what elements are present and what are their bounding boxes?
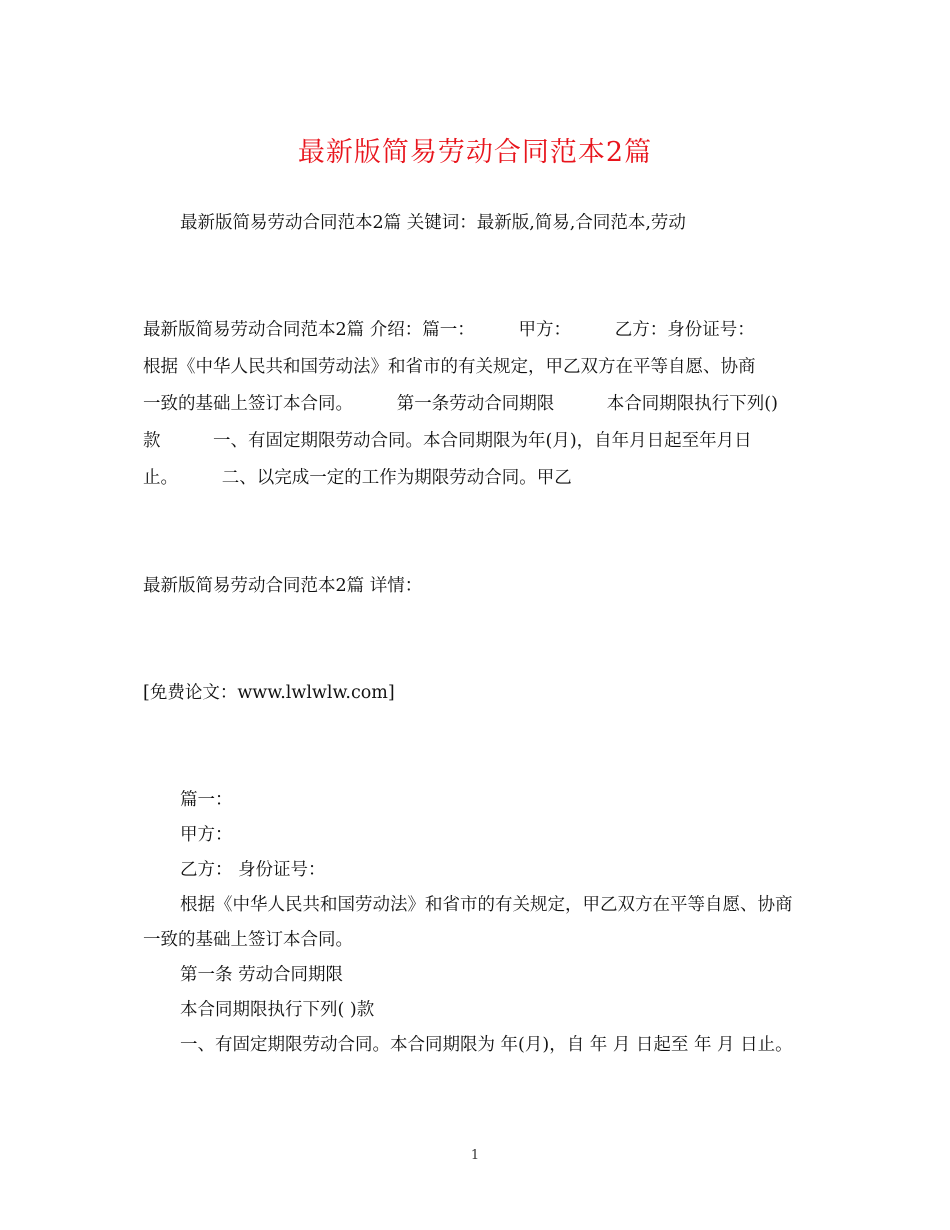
party-b-line: 乙方： 身份证号：	[180, 860, 326, 880]
section-heading: 篇一：	[180, 790, 233, 810]
article-one-heading: 第一条 劳动合同期限	[180, 965, 344, 985]
fixed-term-clause: 一、有固定期限劳动合同。本合同期限为 年(月)，自 年 月 日起至 年 月 日止。	[180, 1035, 793, 1055]
legal-basis-paragraph: 根据《中华人民共和国劳动法》和省市的有关规定，甲乙双方在平等自愿、协商一致的基础上签订本合同。	[143, 895, 793, 950]
intro-line: 最新版简易劳动合同范本2篇 介绍：篇一： 甲方： 乙方：身份证号：	[143, 320, 755, 340]
document-title: 最新版简易劳动合同范本2篇	[297, 137, 653, 168]
page-number: 1	[470, 1148, 480, 1163]
term-clause: 本合同期限执行下列( )款	[180, 1000, 375, 1020]
free-paper-link[interactable]: [免费论文：www.lwlwlw.com]	[143, 683, 395, 703]
contract-body	[143, 783, 803, 1063]
keywords-line: 最新版简易劳动合同范本2篇 关键词：最新版,简易,合同范本,劳动	[180, 213, 686, 233]
party-a-line: 甲方：	[180, 825, 233, 845]
intro-line: 款 一、有固定期限劳动合同。本合同期限为年(月)，自年月日起至年月日	[143, 431, 752, 451]
details-line: 最新版简易劳动合同范本2篇 详情：	[143, 576, 423, 596]
intro-line: 一致的基础上签订本合同。 第一条劳动合同期限 本合同期限执行下列()	[143, 394, 778, 414]
intro-line: 止。 二、以完成一定的工作为期限劳动合同。甲乙	[143, 468, 572, 488]
intro-line: 根据《中华人民共和国劳动法》和省市的有关规定，甲乙双方在平等自愿、协商	[143, 357, 756, 377]
intro-paragraph	[143, 312, 803, 497]
